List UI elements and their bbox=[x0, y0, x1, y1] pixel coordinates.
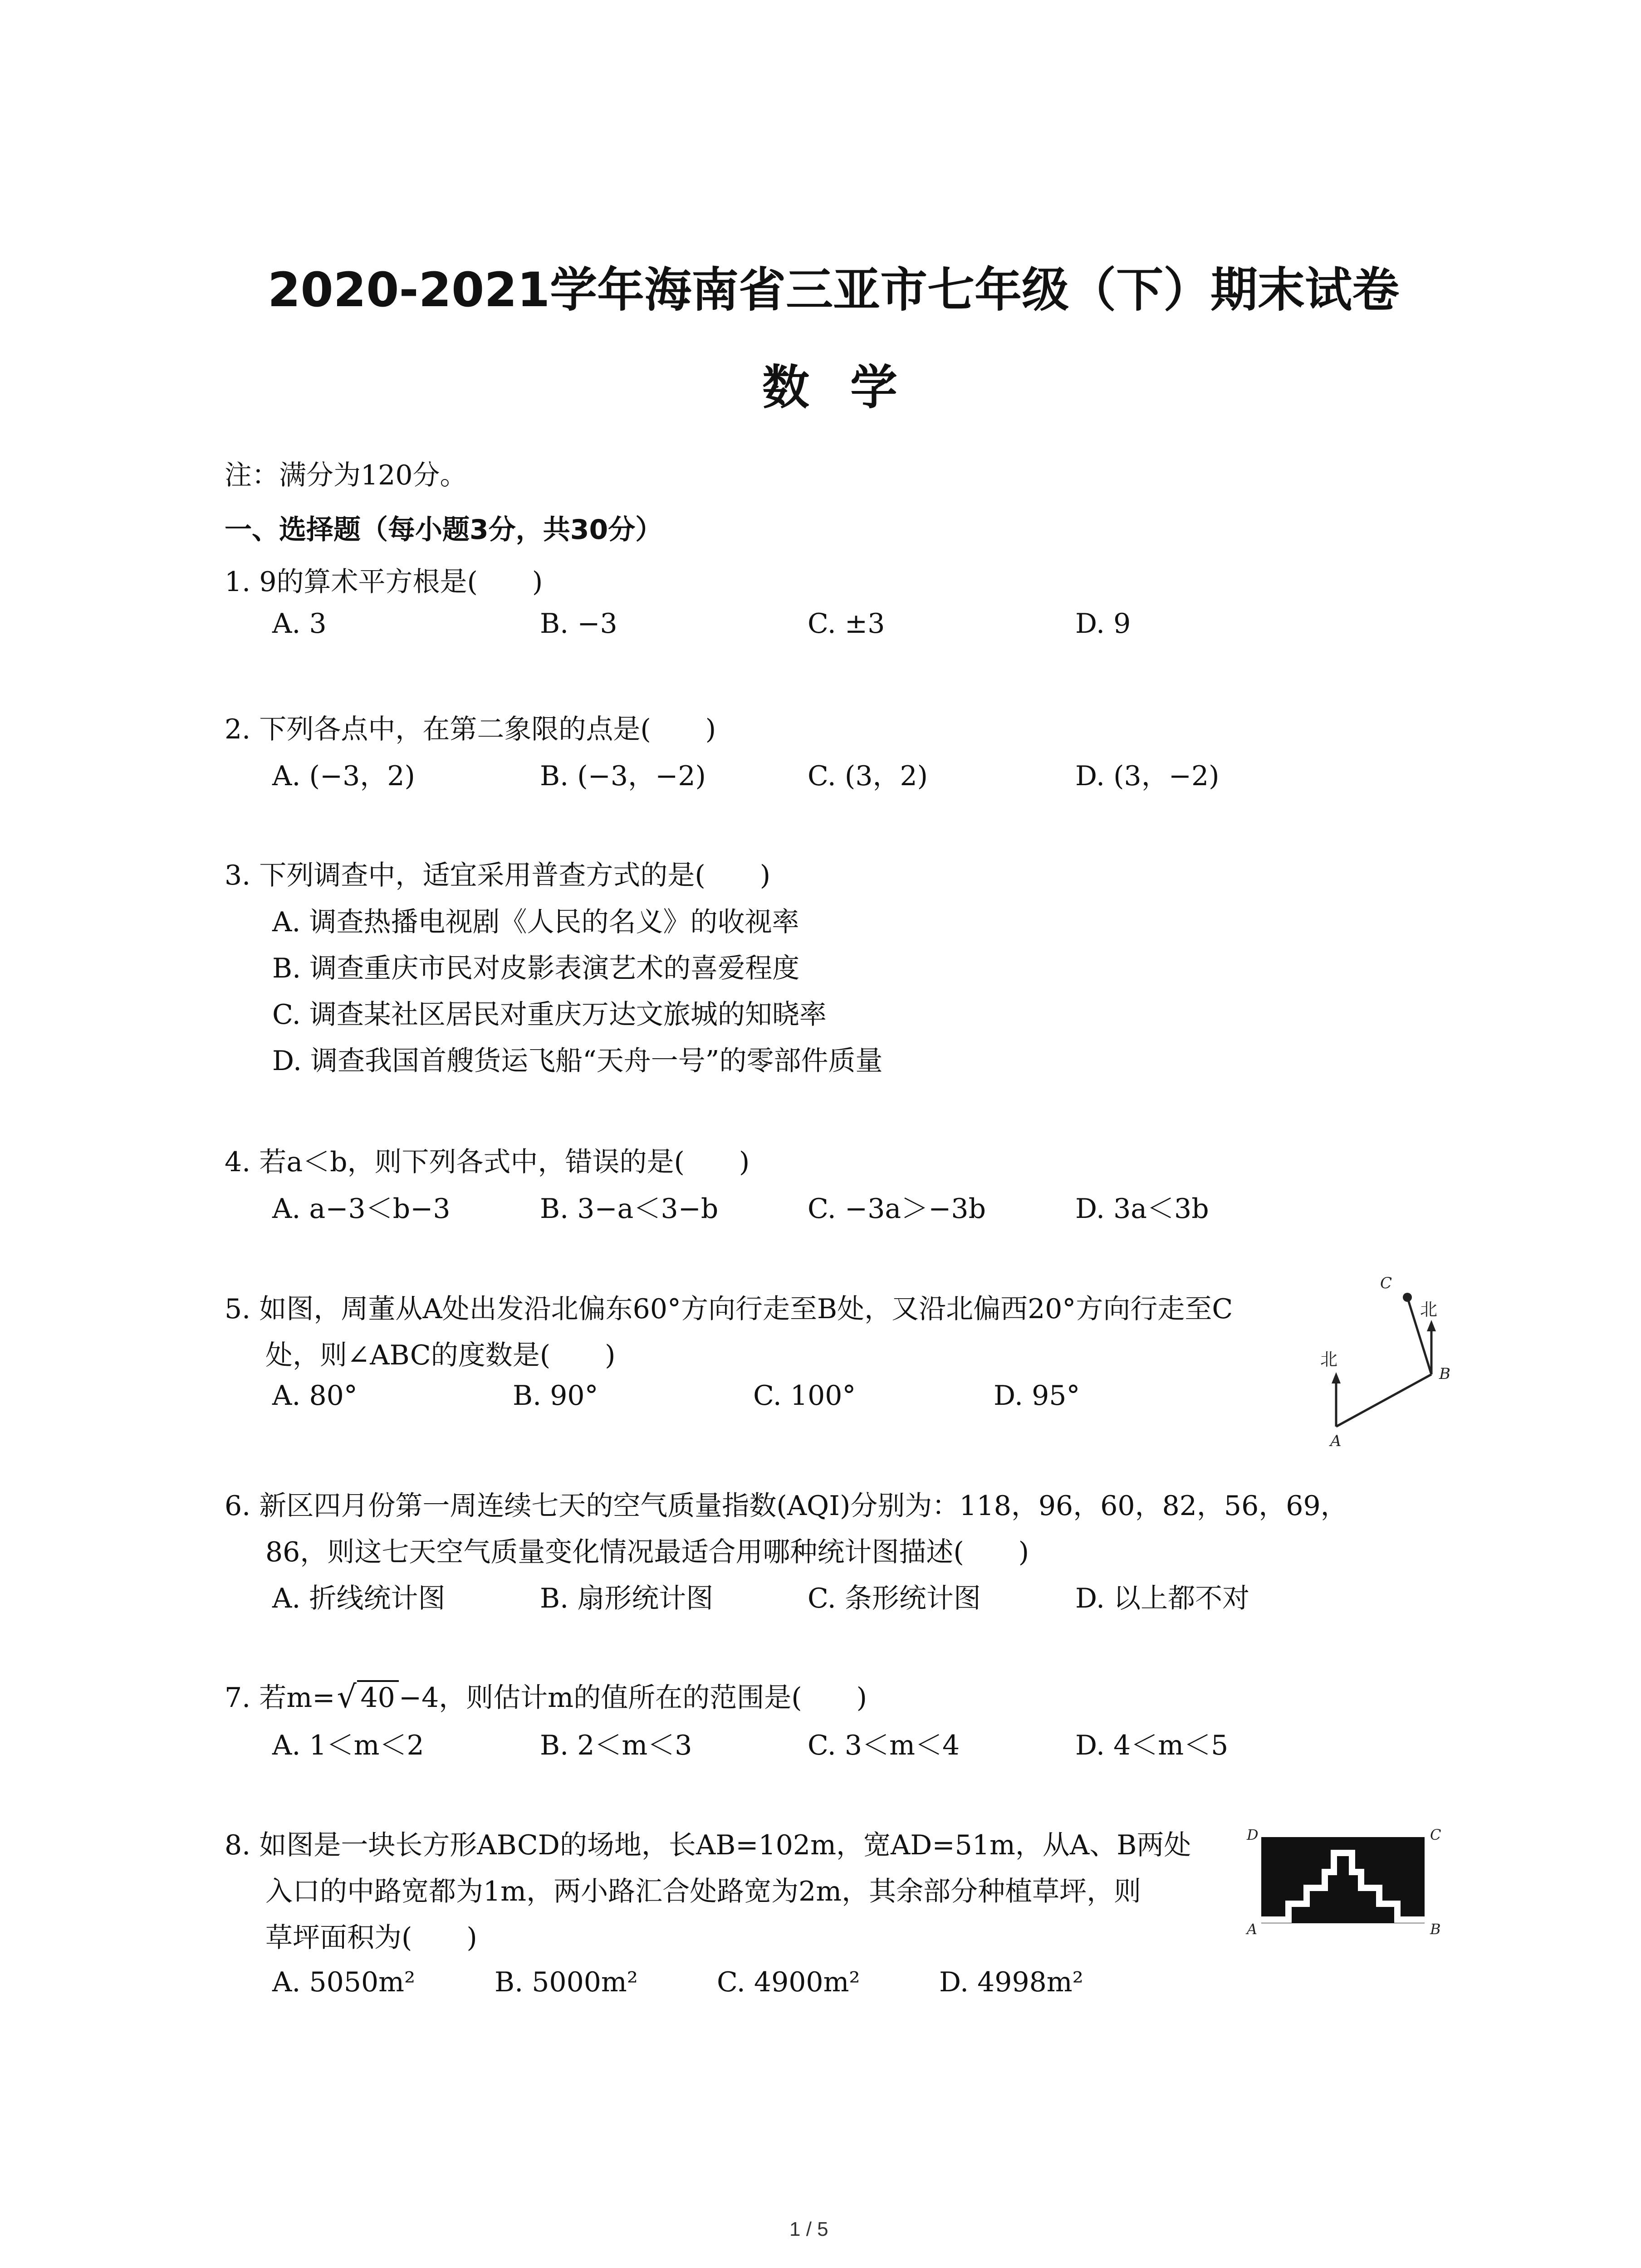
point-label-b: B bbox=[1439, 1365, 1450, 1383]
question-5-line-2: 处，则∠ABC的度数是( ) bbox=[265, 1339, 616, 1371]
corner-label-c: C bbox=[1430, 1826, 1441, 1843]
q7-option-a: A. 1＜m＜2 bbox=[272, 1730, 424, 1761]
q1-option-c: C. ±3 bbox=[808, 608, 885, 640]
question-3: 3. 下列调查中，适宜采用普查方式的是( ) bbox=[225, 860, 771, 891]
radical-sign: √ bbox=[337, 1679, 357, 1715]
section-heading: 一、选择题（每小题3分，共30分） bbox=[225, 514, 663, 546]
q8-option-b: B. 5000m² bbox=[495, 1966, 638, 1998]
question-7 bbox=[225, 1676, 867, 1715]
lawn-figure bbox=[1243, 1823, 1452, 1941]
q6-option-a: A. 折线统计图 bbox=[272, 1583, 446, 1614]
q2-option-b: B. (−3，−2) bbox=[540, 760, 706, 792]
q8-option-d: D. 4998m² bbox=[939, 1966, 1083, 1998]
q5-option-d: D. 95° bbox=[994, 1380, 1080, 1412]
q7-option-d: D. 4＜m＜5 bbox=[1075, 1730, 1229, 1761]
q4-option-d: D. 3a＜3b bbox=[1075, 1193, 1209, 1225]
question-7-prefix: 7. 若m= bbox=[225, 1682, 335, 1714]
q8-option-c: C. 4900m² bbox=[717, 1966, 860, 1998]
q1-option-a: A. 3 bbox=[272, 608, 327, 640]
north-label-a: 北 bbox=[1320, 1349, 1338, 1369]
q2-option-a: A. (−3，2) bbox=[272, 760, 415, 792]
question-5-line-1: 5. 如图，周董从A处出发沿北偏东60°方向行走至B处，又沿北偏西20°方向行走至C bbox=[225, 1293, 1233, 1325]
q1-option-d: D. 9 bbox=[1075, 608, 1131, 640]
corner-label-b: B bbox=[1430, 1921, 1441, 1938]
subject-title: 数学 bbox=[762, 360, 939, 415]
question-1: 1. 9的算术平方根是( ) bbox=[225, 566, 543, 598]
q3-option-b: B. 调查重庆市民对皮影表演艺术的喜爱程度 bbox=[272, 953, 800, 984]
q4-option-c: C. −3a＞−3b bbox=[808, 1193, 986, 1225]
question-4: 4. 若a＜b，则下列各式中，错误的是( ) bbox=[225, 1146, 750, 1178]
arrowhead-b bbox=[1427, 1320, 1436, 1331]
q4-option-b: B. 3−a＜3−b bbox=[540, 1193, 719, 1225]
q8-option-a: A. 5050m² bbox=[272, 1966, 416, 1998]
q3-option-d: D. 调查我国首艘货运飞船“天舟一号”的零部件质量 bbox=[272, 1045, 883, 1077]
radicand: 40 bbox=[357, 1680, 399, 1714]
question-6-line-2: 86，则这七天空气质量变化情况最适合用哪种统计图描述( ) bbox=[265, 1536, 1029, 1568]
q6-option-c: C. 条形统计图 bbox=[808, 1583, 981, 1614]
q5-option-b: B. 90° bbox=[513, 1380, 598, 1412]
q5-option-c: C. 100° bbox=[753, 1380, 856, 1412]
q6-option-d: D. 以上都不对 bbox=[1075, 1583, 1250, 1614]
score-note: 注：满分为120分。 bbox=[225, 459, 467, 491]
question-8-line-3: 草坪面积为( ) bbox=[265, 1922, 477, 1954]
q4-option-a: A. a−3＜b−3 bbox=[272, 1193, 451, 1225]
question-7-suffix: −4，则估计m的值所在的范围是( ) bbox=[398, 1682, 867, 1714]
q7-option-c: C. 3＜m＜4 bbox=[808, 1730, 960, 1761]
q5-option-a: A. 80° bbox=[272, 1380, 358, 1412]
point-label-a: A bbox=[1330, 1432, 1342, 1450]
direction-figure bbox=[1311, 1266, 1461, 1450]
question-2: 2. 下列各点中，在第二象限的点是( ) bbox=[225, 714, 716, 745]
q1-option-b: B. −3 bbox=[540, 608, 617, 640]
path-a-to-b bbox=[1336, 1374, 1431, 1427]
q3-option-c: C. 调查某社区居民对重庆万达文旅城的知晓率 bbox=[272, 999, 827, 1031]
question-6-line-1: 6. 新区四月份第一周连续七天的空气质量指数(AQI)分别为：118，96，60，82，56，69， bbox=[225, 1490, 1348, 1522]
point-label-c: C bbox=[1380, 1274, 1392, 1292]
corner-label-a: A bbox=[1247, 1921, 1258, 1938]
sqrt-expression bbox=[337, 1679, 399, 1715]
point-c-dot bbox=[1403, 1293, 1412, 1302]
exam-title: 2020-2021学年海南省三亚市七年级（下）期末试卷 bbox=[268, 262, 1400, 318]
corner-label-d: D bbox=[1247, 1826, 1259, 1843]
page-number: 1 / 5 bbox=[789, 2218, 828, 2240]
arrowhead-a bbox=[1332, 1372, 1341, 1383]
question-8-line-1: 8. 如图是一块长方形ABCD的场地，长AB=102m，宽AD=51m，从A、B两处 bbox=[225, 1829, 1191, 1861]
q2-option-c: C. (3，2) bbox=[808, 760, 928, 792]
q2-option-d: D. (3，−2) bbox=[1075, 760, 1220, 792]
question-8-line-2: 入口的中路宽都为1m，两小路汇合处路宽为2m，其余部分种植草坪，则 bbox=[265, 1876, 1141, 1907]
q3-option-a: A. 调查热播电视剧《人民的名义》的收视率 bbox=[272, 906, 799, 938]
q6-option-b: B. 扇形统计图 bbox=[540, 1583, 714, 1614]
north-label-b: 北 bbox=[1420, 1300, 1438, 1320]
q7-option-b: B. 2＜m＜3 bbox=[540, 1730, 692, 1761]
